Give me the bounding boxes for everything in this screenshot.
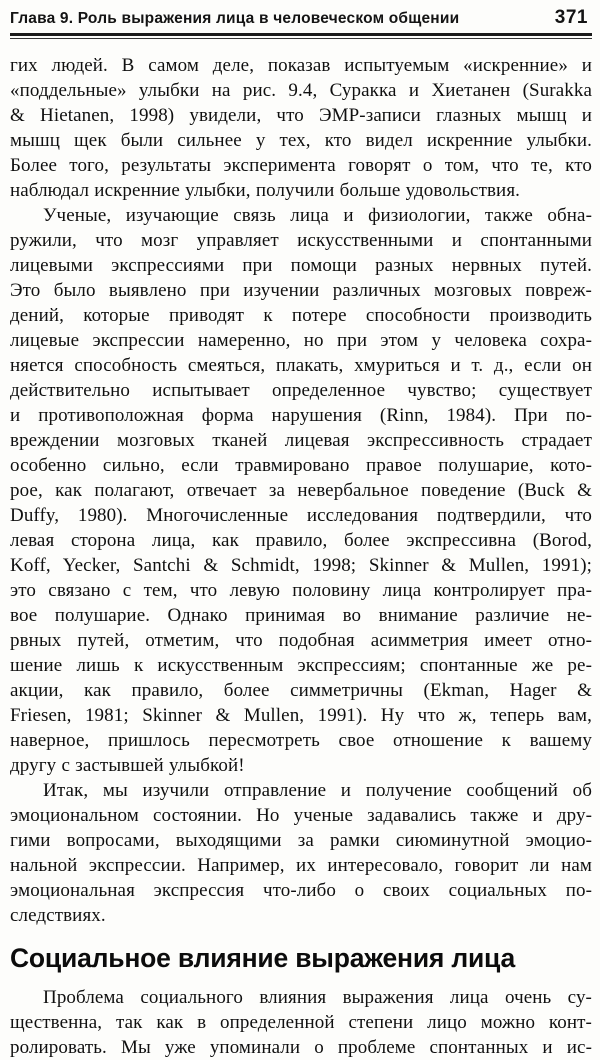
text-line: гими вопросами, выходящими за рамки сиюминутной эмоцио- bbox=[10, 830, 592, 851]
text-line: наверное, пришлось пересмотреть свое отношение к вашему bbox=[10, 730, 592, 751]
paragraph bbox=[10, 53, 592, 203]
text-line: «поддельные» улыбки на рис. 9.4, Суракка и Хиетанен (Surakka bbox=[10, 80, 592, 101]
text-line: Duffy, 1980). Многочисленные исследования подтвердили, что bbox=[10, 505, 592, 526]
text-line: няется способность смеяться, плакать, хмуриться и т. д., если он bbox=[10, 355, 592, 376]
page-header bbox=[10, 0, 592, 29]
text-line: Это было выявлено при изучении различных мозговых повреж- bbox=[10, 280, 592, 301]
text-line: ролировать. Мы уже упоминали о проблеме спонтанных и ис- bbox=[10, 1037, 592, 1058]
paragraph bbox=[10, 985, 592, 1060]
text-line: особенно сильно, если травмировано правое полушарие, кото- bbox=[10, 455, 592, 476]
text-line: левая сторона лица, как правило, более экспрессивна (Borod, bbox=[10, 530, 592, 551]
text-line: лицевые экспрессии намеренно, но при этом у человека сохра- bbox=[10, 330, 592, 351]
text-line: Friesen, 1981; Skinner & Mullen, 1991). Ну что ж, теперь вам, bbox=[10, 705, 592, 726]
text-line: действительно испытывает определенное чувство; существует bbox=[10, 380, 592, 401]
text-line: шение лишь к искусственным экспрессиям; спонтанные же ре- bbox=[10, 655, 592, 676]
running-title: Глава 9. Роль выражения лица в человеческом общении bbox=[10, 10, 460, 27]
text-line: эмоциональная экспрессия что-либо о своих социальных по- bbox=[10, 880, 592, 901]
text-line: рвных путей, отметим, что подобная асимметрия имеет отно- bbox=[10, 630, 592, 651]
page-content bbox=[10, 39, 592, 1060]
text-line: это связано с тем, что левую половину лица контролирует пра- bbox=[10, 580, 592, 601]
paragraph bbox=[10, 778, 592, 928]
text-line: Итак, мы изучили отправление и получение сообщений об bbox=[43, 780, 592, 801]
text-line: щественна, так как в определенной степени лицо можно конт- bbox=[10, 1012, 592, 1033]
text-line: гих людей. В самом деле, показав испытуемым «искренние» и bbox=[10, 55, 592, 76]
text-line: Проблема социального влияния выражения лица очень су- bbox=[43, 987, 592, 1008]
text-line: рое, как полагают, отвечает за невербальное поведение (Buck & bbox=[10, 480, 592, 501]
text-line: другу с застывшей улыбкой! bbox=[10, 755, 245, 776]
text-line: вое полушарие. Однако принимая во внимание различие не- bbox=[10, 605, 592, 626]
text-line: нальной экспрессии. Например, их интересовало, говорит ли нам bbox=[10, 855, 592, 876]
text-line: наблюдал искренние улыбки, получили больше удовольствия. bbox=[10, 180, 521, 201]
text-line: & Hietanen, 1998) увидели, что ЭМР-записи глазных мышц и bbox=[10, 105, 592, 126]
text-line: и противоположная форма нарушения (Rinn, 1984). При по- bbox=[10, 405, 592, 426]
text-line: лицевыми экспрессиями при помощи разных нервных путей. bbox=[10, 255, 592, 276]
text-line: акции, как правило, более симметричны (Ekman, Hager & bbox=[10, 680, 592, 701]
text-line: Koff, Yecker, Santchi & Schmidt, 1998; Skinner & Mullen, 1991); bbox=[10, 555, 592, 576]
text-line: ружили, что мозг управляет искусственными и спонтанными bbox=[10, 230, 592, 251]
text-line: дений, которые приводят к потере способности производить bbox=[10, 305, 592, 326]
text-line: вреждении мозговых тканей лицевая экспрессивность страдает bbox=[10, 430, 592, 451]
text-line: следствиях. bbox=[10, 905, 106, 926]
text-line: Более того, результаты эксперимента говорят о том, что те, кто bbox=[10, 155, 592, 176]
section-heading: Социальное влияние выражения лица bbox=[10, 943, 516, 973]
page-number: 371 bbox=[554, 7, 588, 28]
text-line: мышц щек были сильнее у тех, кто видел искренние улыбки. bbox=[10, 130, 592, 151]
text-line: Ученые, изучающие связь лица и физиологии, также обна- bbox=[43, 205, 592, 226]
paragraph bbox=[10, 203, 592, 778]
text-line: эмоциональном состоянии. Но ученые задавались также и дру- bbox=[10, 805, 592, 826]
